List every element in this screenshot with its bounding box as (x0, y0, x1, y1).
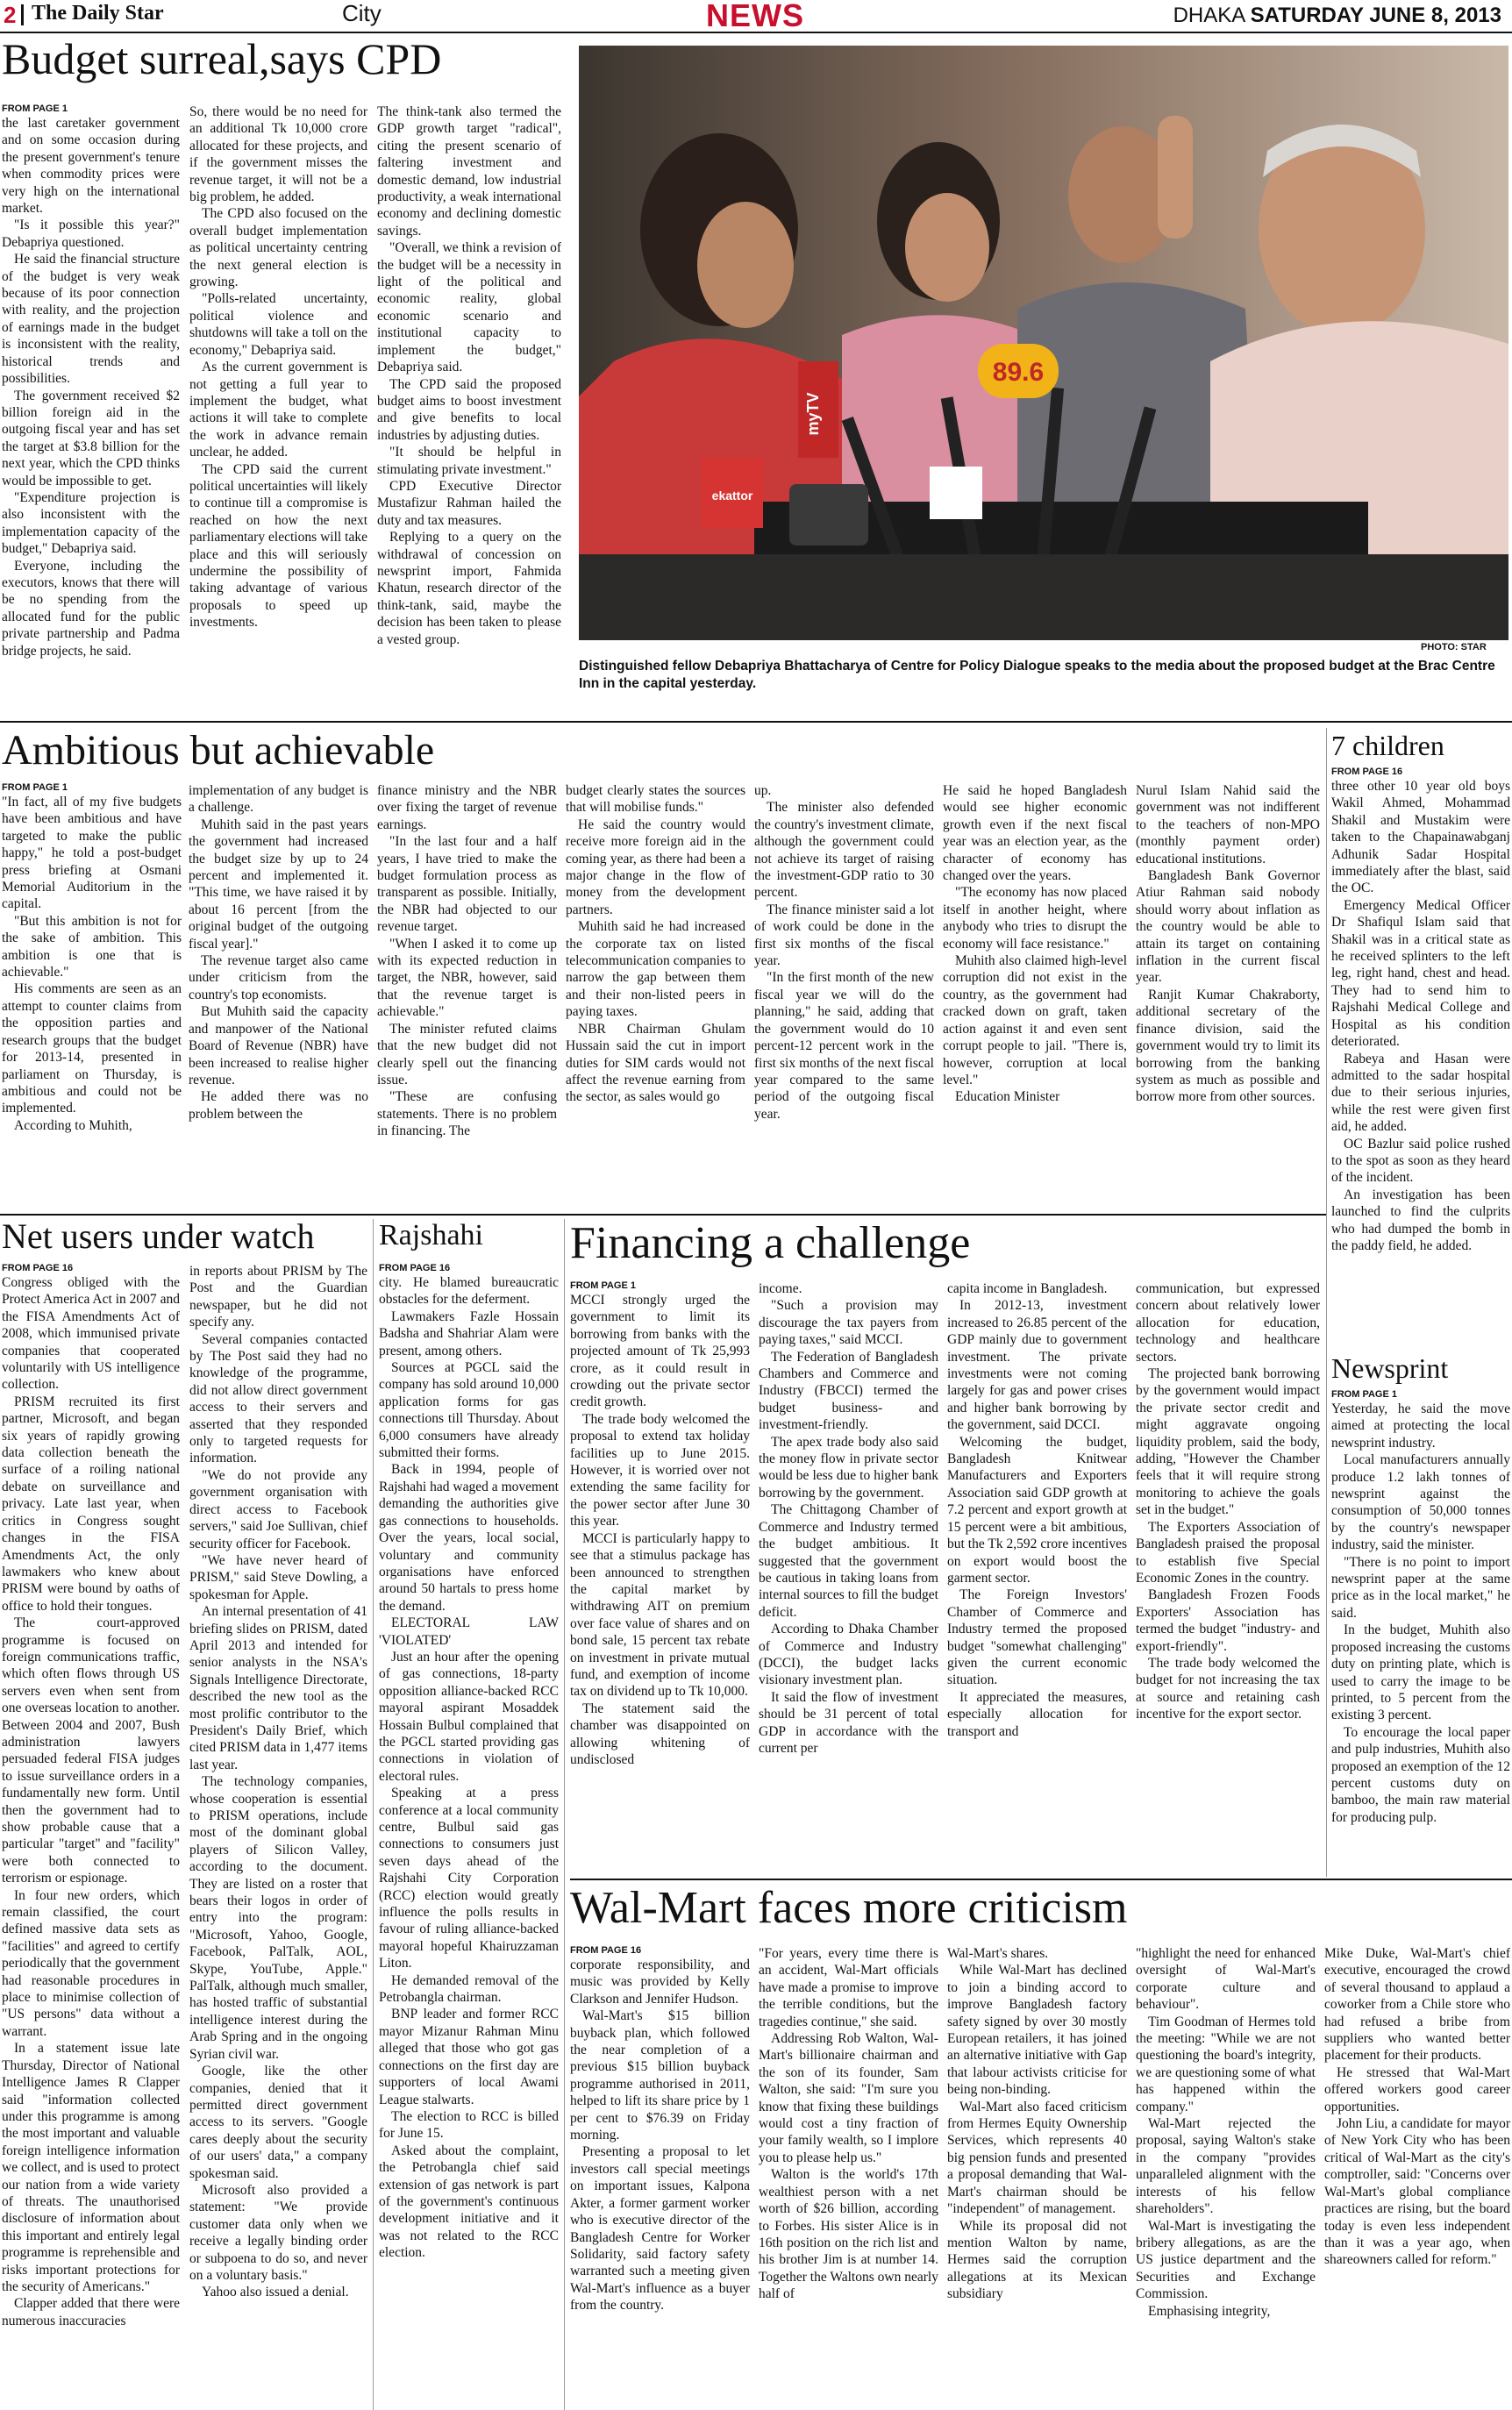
paragraph: Yesterday, he said the move aimed at protecting the local newsprint industry. (1331, 1401, 1510, 1451)
paragraph: Clapper added that there were numerous inaccuracies (2, 2296, 180, 2328)
walmart-col-1-text (570, 1957, 750, 2314)
paragraph: Lawmakers Fazle Hossain Badsha and Shahriar Alam were present, among others. (379, 1308, 559, 1358)
financing-col-3 (947, 1280, 1127, 1846)
paragraph: Wal-Mart's $15 billion buyback plan, which followed the near completion of a previous $15 billion buyback programme authorised in 2011, helped to lift its share price by 1 per cent to $76.39 on Friday morning. (570, 2008, 750, 2143)
paragraph: Presenting a proposal to let investors call special meetings on important issues, Kalpona Akter, a former garment worker who is executive director of the Bangladesh Centre for Worker Solidarity, said factory safety warranted such a meeting given Wal-Mart's influence as a buyer from the country. (570, 2144, 750, 2314)
paragraph: up. (754, 783, 772, 798)
ambitious-col-4-text (566, 782, 745, 1106)
paragraph: Speaking at a press conference at a local community centre, Bulbul said gas connections to consumers just seven days ahead of the Rajshahi City Corporation (RCC) election would greatly influence the polls results in favour of ruling alliance-backed mayoral hopeful Khairuzzaman Liton. (379, 1786, 559, 1971)
ambitious-col-3 (377, 782, 557, 1205)
ambitious-col-7 (1136, 782, 1320, 1205)
paragraph: The trade body welcomed the proposal to extend tax holiday facilities up to June 2015. However, it is worried over not extending the same facility for the power sector after June 30 this year. (570, 1411, 750, 1529)
budget-col-1-text (2, 115, 180, 660)
paragraph: It appreciated the measures, especially allocation for transport and (947, 1689, 1127, 1739)
walmart-col-5-text (1324, 1945, 1510, 2269)
paragraph: "Is it possible this year?" Debapriya questioned. (2, 217, 180, 250)
paragraph: "But this ambition is not for the sake of ambition. This ambition is one that is achievable." (2, 913, 182, 980)
mic-tag-radio: 89.6 (992, 358, 1045, 387)
right-column-rule (1326, 728, 1327, 1877)
paragraph: income. (759, 1281, 802, 1296)
paragraph: Muhith said in the past years the government had increased the budget size by up to 24 percent and implemented it. "This time, we have raised it by about 16 percent [from the original budget of the outgoing fiscal year]." (189, 816, 368, 952)
paragraph: "When I asked it to come up with its expected reduction in target, the NBR, however, said that the revenue target is achievable." (377, 936, 557, 1020)
paragraph: "There is no point to import newsprint paper at the same price as in the local market," he said. (1331, 1554, 1510, 1621)
photo-credit: PHOTO: STAR (1421, 642, 1487, 652)
paragraph: the last caretaker government and on some occasion during the present government's tenure when commodity prices were very high on the international market. (2, 116, 180, 217)
paragraph: Welcoming the budget, Bangladesh Knitwear Manufacturers and Exporters Association said GDP growth at 7.2 percent and export growth at 15 percent were a bit ambitious, but the Tk 2,592 crore incentives on export would boost the garment sector. (947, 1434, 1127, 1586)
ambitious-col-3-text (377, 782, 557, 1140)
budget-col-2 (189, 103, 367, 700)
paragraph: He stressed that Wal-Mart offered workers good career opportunities. (1324, 2064, 1510, 2114)
netusers-col-1-text (2, 1274, 180, 2329)
paragraph: The technology companies, whose cooperation is essential to PRISM operations, include most of the dominant global players of Silicon Valley, according to the document. They are listed on a roster that bears their logos in order of entry into the program: "Microsoft, Yahoo, Google, Facebook, PalTalk, AOL, Skype, YouTube, Apple." PalTalk, although much smaller, has hosted traffic of substantial intelligence interest during the Arab Spring and in the ongoing Syrian civil war. (189, 1774, 367, 2062)
financing-col-2-text (759, 1280, 938, 1757)
paragraph: The Federation of Bangladesh Chambers and Commerce and Industry (FBCCI) termed the budget business- and investment-friendly. (759, 1349, 938, 1433)
paragraph: He added there was no problem between the (189, 1089, 368, 1122)
ambitious-col-6 (943, 782, 1127, 1205)
paragraph: "The economy has now placed itself in another height, where anybody who tries to disrupt the economy will face resistance." (943, 885, 1127, 952)
column-rule (564, 1219, 565, 2410)
from-page: FROM PAGE 16 (379, 1263, 451, 1273)
walmart-col-1 (570, 1945, 750, 2410)
press-conference-illustration (579, 46, 1508, 640)
paragraph: implementation of any budget is a challenge. (189, 783, 368, 816)
children-col-text (1331, 778, 1510, 1254)
financing-headline: Financing a challenge (570, 1218, 971, 1268)
financing-col-1-text (570, 1292, 750, 1768)
rajshahi-headline: Rajshahi (379, 1219, 483, 1251)
paragraph: "These are confusing statements. There is no problem in financing. The (377, 1089, 557, 1139)
page-number-divider (21, 4, 24, 25)
paragraph: OC Bazlur said police rushed to the spot as soon as they heard of the incident. (1331, 1136, 1510, 1186)
paragraph: "Such a provision may discourage the tax payers from paying taxes," said MCCI. (759, 1298, 938, 1348)
paragraph: budget clearly states the sources that will mobilise funds." (566, 783, 745, 816)
paragraph: According to Dhaka Chamber of Commerce and Industry (DCCI), the budget lacks visionary investment plan. (759, 1622, 938, 1688)
paragraph: finance ministry and the NBR over fixing the target of revenue earnings. (377, 783, 557, 832)
paragraph: communication, but expressed concern about relatively lower allocation for education, technology and healthcare sectors. (1136, 1281, 1320, 1365)
paragraph: Just an hour after the opening of gas connections, 18-party opposition alliance-backed RCC mayoral aspirant Mosaddek Hossain Bulbul complained that the PGCL started providing gas connections in violation of electoral rules. (379, 1649, 559, 1784)
netusers-col-2-text (189, 1263, 367, 2301)
paragraph: PRISM recruited its first partner, Microsoft, and began six years of rapidly growing data collection beneath the surface of a roiling national debate on surveillance and privacy. Late last year, when critics in Congress sought changes in the FISA Amendments Act, the only lawmakers who knew about PRISM were bound by oaths of office to hold their tongues. (2, 1394, 180, 1614)
financing-col-4-text (1136, 1280, 1320, 1723)
from-page: FROM PAGE 16 (1331, 766, 1403, 777)
financing-col-1 (570, 1280, 750, 1846)
paragraph: Emphasising integrity, (1148, 2303, 1271, 2319)
paragraph: in reports about PRISM by The Post and the Guardian newspaper, but he did not specify any. (189, 1264, 367, 1330)
financing-col-3-text (947, 1280, 1127, 1740)
paragraph: Mike Duke, Wal-Mart's chief executive, encouraged the crowd of several thousand to applaud a coworker from a Chile store who had refused a bribe from suppliers who wanted better placement for their products. (1324, 1946, 1510, 2064)
paragraph: MCCI strongly urged the government to limit its borrowing from banks with the projected amount of Tk 25,993 crore, as it could result in crowding out the private sector credit growth. (570, 1293, 750, 1410)
paragraph: In the budget, Muhith also proposed increasing the customs duty on printing plate, which is used to carry the image to be printed, to 5 percent from the existing 3 percent. (1331, 1622, 1510, 1723)
section-rule (570, 1879, 1512, 1880)
paragraph: The apex trade body also said the money flow in private sector would be less due to higher bank borrowing by the government. (759, 1434, 938, 1501)
paragraph: Sources at PGCL said the company has sold around 10,000 application forms for gas connections till Thursday. About 6,000 consumers have already submitted their forms. (379, 1360, 559, 1461)
walmart-col-4 (1136, 1945, 1316, 2410)
section-rule (0, 721, 1512, 723)
paragraph: But Muhith said the capacity and manpower of the National Board of Revenue (NBR) have been increased to realise higher revenue. (189, 1004, 368, 1087)
ambitious-col-6-text (943, 782, 1127, 1106)
paragraph: To encourage the local paper and pulp industries, Muhith also proposed an exemption of the 12 percent customs duty on bamboo, the main raw material for producing pulp. (1331, 1724, 1510, 1825)
walmart-col-2-text (759, 1945, 938, 2303)
paragraph: The CPD also focused on the overall budget implementation as political uncertainty centring the next general election is growing. (189, 206, 367, 290)
press-conference-photo (579, 46, 1508, 640)
paragraph: MCCI is particularly happy to see that a stimulus package has been announced to strengthen the capital market by withdrawing AIT on premium over face value of shares and on bond sale, 15 percent tax rebate on investment in private mutual fund, and exemption of income tax on dividend up to Tk 10,000. (570, 1530, 750, 1700)
paragraph: Google, like the other companies, denied that it permitted direct government access to its servers. "Google cares deeply about the security of our users' data," a company spokesman said. (189, 2064, 367, 2181)
paragraph: The government received $2 billion foreign aid in the outgoing fiscal year and has set the target at $3.8 billion for the next year, which the CPD thinks would be impossible to get. (2, 388, 180, 488)
financing-col-2 (759, 1280, 938, 1846)
paragraph: The finance minister said a lot of work could be done in the first six months of the fiscal year. (754, 902, 934, 969)
paragraph: He said he hoped Bangladesh would see higher economic growth even if the next fiscal year was an election year, as the character of economy has changed over the years. (943, 783, 1127, 884)
paragraph: Back in 1994, people of Rajshahi had waged a movement demanding the authorities give gas connections to households. Over the years, local social, voluntary and community organisations have enforced around 50 hartals to press home the demand. (379, 1462, 559, 1614)
paper-name: The Daily Star (32, 2, 164, 25)
financing-col-4 (1136, 1280, 1320, 1846)
ambitious-col-4 (566, 782, 745, 1205)
paragraph: "It should be helpful in stimulating private investment." (377, 445, 561, 477)
ambitious-col-7-text (1136, 782, 1320, 1106)
paragraph: Education Minister (955, 1089, 1060, 1105)
news-label: NEWS (706, 0, 804, 33)
paragraph: "In the last four and a half years, I have tried to make the budget formulation process as transparent as possible. Initially, the NBR had objected to our revenue target. (377, 834, 557, 935)
paragraph: "In the first month of the new fiscal year we will do the planning," he said, adding that the government would do 10 percent-12 percent work in the first six months of the next fiscal year compared to the same period of the outgoing fiscal year. (754, 970, 934, 1122)
paragraph: His comments are seen as an attempt to counter claims from the opposition parties and research groups that the budget for 2013-14, presented in parliament on Thursday, is ambitious and could not be implemented. (2, 981, 182, 1116)
paragraph: Bangladesh Bank Governor Atiur Rahman said nobody should worry about inflation as the country would be able to attain its target on containing inflation in the current fiscal year. (1136, 868, 1320, 986)
paragraph: An internal presentation of 41 briefing slides on PRISM, dated April 2013 and intended for senior analysts in the NSA's Signals Intelligence Directorate, described the new tool as the most prolific contributor to the President's Daily Brief, which cited PRISM data in 1,477 items last year. (189, 1604, 367, 1772)
paragraph: The Exporters Association of Bangladesh praised the proposal to establish five Special Economic Zones in the country. (1136, 1519, 1320, 1586)
paragraph: The election to RCC is billed for June 15. (379, 2108, 559, 2142)
paragraph: The statement said the chamber was disappointed on allowing whitening of undisclosed (570, 1701, 750, 1767)
paragraph: Wal-Mart also faced criticism from Hermes Equity Ownership Services, which represents 40 big pension funds and presented a proposal demanding that Wal-Mart's chairman should be "independent" of management. (947, 2099, 1127, 2217)
paragraph: He said the country would receive more foreign aid in the coming year, as there had been a major change in the flow of money from the development partners. (566, 816, 745, 917)
paragraph: The revenue target also came under criticism from the country's top economists. (189, 953, 368, 1002)
ambitious-col-5-text (754, 782, 934, 1123)
paragraph: In 2012-13, investment increased to 26.85 percent of the GDP mainly due to government investment. The private investments were not coming largely for gas and power crises and higher bank borrowing by the government, said DCCI. (947, 1298, 1127, 1433)
section-rule (0, 1214, 1326, 1216)
paragraph: Wal-Mart's shares. (947, 1946, 1049, 1961)
paragraph: Asked about the complaint, the Petrobangla chief said extension of gas network is part of the government's continuous development initiative and it was not related to the RCC election. (379, 2143, 559, 2261)
paragraph: While Wal-Mart has declined to join a binding accord to improve Bangladesh factory safety signed by over 30 mostly European retailers, it has joined an alternative initiative with Gap that labour activists criticise for being non-binding. (947, 1963, 1127, 2098)
children-col (1331, 766, 1510, 1328)
from-page: FROM PAGE 1 (2, 103, 68, 114)
paragraph: "Polls-related uncertainty, political violence and shutdowns will take a toll on the economy," Debapriya said. (189, 291, 367, 358)
rajshahi-col-text (379, 1274, 559, 2262)
paragraph: Muhith said he had increased the corporate tax on listed telecommunication companies to narrow the gap between them and their non-listed peers in paying taxes. (566, 919, 745, 1020)
budget-col-2-text (189, 103, 367, 631)
paragraph: Everyone, including the executors, knows that there will be no spending from the allocated fund for the public private partnership and Padma bridge projects, he said. (2, 558, 180, 659)
paragraph: "In fact, all of my five budgets have been ambitious and have targeted to make the public happy," he told a post-budget press briefing at Osmani Memorial Auditorium in the capital. (2, 795, 182, 912)
paragraph: ELECTORAL LAW 'VIOLATED' (379, 1615, 559, 1648)
paragraph: Tim Goodman of Hermes told the meeting: "While we are not questioning the board's integrity, we are questioning some of what has happened within the company." (1136, 2014, 1316, 2114)
netusers-headline: Net users under watch (2, 1216, 315, 1256)
photo-caption: Distinguished fellow Debapriya Bhattacharya of Centre for Policy Dialogue speaks to the media about the proposed budget at the Brac Centre Inn in the capital yesterday. (579, 659, 1495, 691)
paragraph: As the current government is not getting a full year to implement the budget, what actions it will take to complete the work in advance remain unclear, he added. (189, 360, 367, 460)
paragraph: Muhith also claimed high-level corruption did not exist in the country, as the government had cracked down on graft, taken action against it and even sent corrupt people to jail. "There is, however, corruption at local level." (943, 953, 1127, 1087)
paragraph: Walton is the world's 17th wealthiest person with a net worth of $26 billion, according to Forbes. His sister Alice is in 16th position on the rich list and his brother Jim is at number 14. Together the Waltons own nearly half of (759, 2167, 938, 2302)
paragraph: Emergency Medical Officer Dr Shafiqul Islam said that Shakil was in a critical state as he received splinters to the left leg, right hand, chest and head. They had to send him to Rajshahi Medical College and Hospital as his condition deteriorated. (1331, 897, 1510, 1050)
budget-col-3 (377, 103, 561, 700)
netusers-col-1 (2, 1263, 180, 2410)
budget-col-3-text (377, 103, 561, 648)
mic-tag-ekattor: ekattor (711, 488, 753, 503)
paragraph: Microsoft also provided a statement: "We provide customer data only when we receive a legally binding order or subpoena to do so, and never on a voluntary basis." (189, 2182, 367, 2283)
paragraph: Wal-Mart is investigating the bribery allegations, as are the US justice department and the Securities and Exchange Commission. (1136, 2218, 1316, 2302)
paragraph: Yahoo also issued a denial. (202, 2285, 349, 2300)
paragraph: The court-approved programme is focused on foreign communications traffic, which often flows through US servers even when sent from one overseas location to another. Between 2004 and 2007, Bush administration lawyers persuaded federal FISA judges to issue surveillance orders in a fundamentally new form. Until then the government had to show probable cause that a particular "target" and "facility" were both connected to terrorism or espionage. (2, 1615, 180, 1886)
paragraph: The minister also defended the country's investment climate, although the government could not achieve its target of raising the investment-GDP ratio to 30 percent. (754, 800, 934, 901)
paragraph: So, there would be no need for an additional Tk 10,000 crore allocated for these projects, and if the government misses the revenue target, it will not be a big problem, he added. (189, 104, 367, 205)
paragraph: The think-tank also termed the GDP growth target "radical", citing the present scenario of faltering investment and domestic demand, low industrial productivity, a weak international economy and declining domestic savings. (377, 104, 561, 239)
ambitious-col-2-text (189, 782, 368, 1123)
from-page: FROM PAGE 1 (570, 1280, 636, 1291)
paragraph: The Foreign Investors' Chamber of Commerce and Industry termed the proposed budget "somewhat challenging" given the current economic situation. (947, 1587, 1127, 1688)
ambitious-col-1-text (2, 794, 182, 1134)
walmart-col-2 (759, 1945, 938, 2410)
paragraph: "For years, every time there is an accident, Wal-Mart officials have made a promise to improve the terrible conditions, but the tragedies continue," she said. (759, 1946, 938, 2029)
walmart-headline: Wal-Mart faces more criticism (570, 1883, 1128, 1933)
paragraph: "highlight the need for enhanced oversight of Wal-Mart's corporate culture and behaviour". (1136, 1946, 1316, 2013)
ambitious-headline: Ambitious but achievable (2, 727, 435, 774)
paragraph: corporate responsibility, and music was provided by Kelly Clarkson and Jennifer Hudson. (570, 1957, 750, 2007)
paragraph: three other 10 year old boys Wakil Ahmed, Mohammad Shakil and Mustakim were taken to the Chapainawabganj Adhunik Sadar Hospital immediately after the blast, said the OC. (1331, 779, 1510, 896)
paragraph: Replying to a query on the withdrawal of concession on newsprint import, Fahmida Khatun, research director of the think-tank, said, maybe the decision has been taken to please a vested group. (377, 530, 561, 647)
paragraph: The projected bank borrowing by the government would impact the private sector credit and might aggravate ongoing liquidity problem, said the body, adding, "However the Chamber feels that it will require strong monitoring to achieve the goals set in the budget." (1136, 1366, 1320, 1518)
dateline-city: DHAKA (1173, 4, 1245, 27)
ambitious-col-2 (189, 782, 368, 1205)
budget-headline: Budget surreal,says CPD (2, 34, 442, 83)
paragraph: BNP leader and former RCC mayor Mizanur Rahman Minu alleged that those who got gas connections on the first day are supporters of local Awami League stalwarts. (379, 2007, 559, 2107)
paragraph: The Chittagong Chamber of Commerce and Industry termed the budget ambitious. It suggested that the government be cautious in taking loans from internal sources to fill the budget deficit. (759, 1502, 938, 1620)
ambitious-col-5 (754, 782, 934, 1205)
paragraph: Congress obliged with the Protect America Act in 2007 and the FISA Amendments Act of 2008, which immunised private companies that cooperated voluntarily with US intelligence collection. (2, 1275, 180, 1393)
walmart-col-5 (1324, 1945, 1510, 2410)
netusers-col-2 (189, 1263, 367, 2410)
paragraph: Several companies contacted by The Post said they had no knowledge of the programme, did not allow direct government access to their servers and asserted that they responded only to targeted requests for information. (189, 1331, 367, 1466)
dateline-date: SATURDAY JUNE 8, 2013 (1250, 4, 1501, 27)
paragraph: According to Muhith, (14, 1117, 132, 1133)
paragraph: Addressing Rob Walton, Wal-Mart's billionaire chairman and the son of its founder, Sam Walton, she said: "I'm sure you know that fixing these buildings would cost a tiny fraction of your family wealth, so I implore you to please help us." (759, 2031, 938, 2165)
paragraph: Rabeya and Hasan were admitted to the sadar hospital due to their serious injuries, while the rest were given first aid, he added. (1331, 1051, 1510, 1135)
paragraph: Bangladesh Frozen Foods Exporters' Association has termed the budget "industry- and export-friendly". (1136, 1587, 1320, 1654)
from-page: FROM PAGE 1 (1331, 1389, 1397, 1400)
dateline (1173, 4, 1501, 28)
paragraph: "We do not provide any government organisation with direct access to Facebook servers," said Joe Sullivan, chief security officer for Facebook. (189, 1467, 367, 1551)
newsprint-col-text (1331, 1401, 1510, 1826)
paragraph: The CPD said the current political uncertainties will likely to continue till a compromise is reached on how the next parliamentary elections will take place and this will seriously undermine the possibility of taking advantage of various proposals to speed up investments. (189, 461, 367, 631)
paragraph: In a statement issue late Thursday, Director of National Intelligence James R Clapper said "information collected under this programme is among the most important and valuable foreign intelligence information we collect, and is used to protect our nation from a wide variety of threats. The unauthorised disclosure of information about this important and entirely legal programme is reprehensible and risks important protections for the security of Americans." (2, 2041, 180, 2294)
paragraph: An investigation has been launched to find the culprits who had dumped the bomb in the paddy field, he added. (1331, 1187, 1510, 1253)
paragraph: city. He blamed bureaucratic obstacles for the deferment. (379, 1275, 559, 1308)
paragraph: The minister refuted claims that the new budget did not clearly spell out the financing issue. (377, 1021, 557, 1087)
paragraph: He said the financial structure of the budget is very weak because of its poor connection with reality, and the projection of earnings made in the budget is inconsistent with the reality, historical trends and possibilities. (2, 252, 180, 387)
walmart-col-4-text (1136, 1945, 1316, 2320)
from-page: FROM PAGE 16 (570, 1945, 642, 1956)
newsprint-col (1331, 1389, 1510, 1880)
paragraph: "Overall, we think a revision of the budget will be a necessity in light of the political and economic reality, global economic scenario and institutional capacity to implement the budget," Debapriya said. (377, 240, 561, 375)
walmart-col-3 (947, 1945, 1127, 2410)
children-headline: 7 children (1331, 730, 1444, 761)
budget-col-1 (2, 103, 180, 700)
paragraph: NBR Chairman Ghulam Hussain said the cut in import duties for SIM cards would not affect the revenue earning from the sector, as sales would go (566, 1021, 745, 1105)
paragraph: The CPD said the proposed budget aims to boost investment and give benefits to local industries by adjusting duties. (377, 376, 561, 443)
paragraph: capita income in Bangladesh. (947, 1281, 1108, 1296)
from-page: FROM PAGE 1 (2, 782, 68, 793)
paragraph: John Liu, a candidate for mayor of New York City who has been critical of Wal-Mart as the city's comptroller, said: "Concerns over Wal-Mart's global compliance practices are rising, but the board today is even less independent than it was a year ago, when shareowners called for reform." (1324, 2116, 1510, 2268)
paragraph: CPD Executive Director Mustafizur Rahman hailed the duty and tax measures. (377, 478, 561, 528)
paragraph: "We have never heard of PRISM," said Steve Dowling, a spokesman for Apple. (189, 1552, 367, 1602)
paragraph: The trade body welcomed the budget for not increasing the tax at source and retaining cash incentive for the export sector. (1136, 1655, 1320, 1722)
walmart-col-3-text (947, 1945, 1127, 2303)
paragraph: Nurul Islam Nahid said the government was not indifferent to the teachers of non-MPO (monthly payment order) educational institutions. (1136, 783, 1320, 866)
from-page: FROM PAGE 16 (2, 1263, 74, 1273)
column-rule (373, 1219, 374, 2410)
paragraph: While its proposal did not mention Walton by name, Hermes said the corruption allegations at its Mexican subsidiary (947, 2218, 1127, 2302)
paragraph: It said the flow of investment should be 31 percent of total GDP in accordance with the current per (759, 1689, 938, 1756)
newsprint-headline: Newsprint (1331, 1352, 1449, 1384)
paragraph: Ranjit Kumar Chakraborty, additional secretary of the finance division, said the government would try to limit its borrowing from the banking system as much as possible and borrow more from other sources. (1136, 987, 1320, 1105)
page-number: 2 (4, 2, 17, 28)
paragraph: Wal-Mart rejected the proposal, saying Walton's stake in the company "provides unparalleled alignment with the interests of his fellow shareholders". (1136, 2116, 1316, 2217)
paragraph: Local manufacturers annually produce 1.2 lakh tonnes of newsprint against the consumption of 50,000 tonnes by the country's newspaper industry, said the minister. (1331, 1452, 1510, 1553)
section-label: City (342, 0, 382, 26)
ambitious-col-1 (2, 782, 182, 1205)
paragraph: In four new orders, which remain classified, the court defined massive data sets as "facilities" and agreed to certify periodically that the government had reasonable procedures in place to minimise collection of "US persons" data without a warrant. (2, 1887, 180, 2039)
mic-tag-mytv: myTV (804, 392, 822, 436)
paragraph: He demanded removal of the Petrobangla chairman. (379, 1972, 559, 2006)
rajshahi-col (379, 1263, 559, 2410)
paragraph: "Expenditure projection is also inconsistent with the implementation capacity of the budget," Debapriya said. (2, 489, 180, 557)
